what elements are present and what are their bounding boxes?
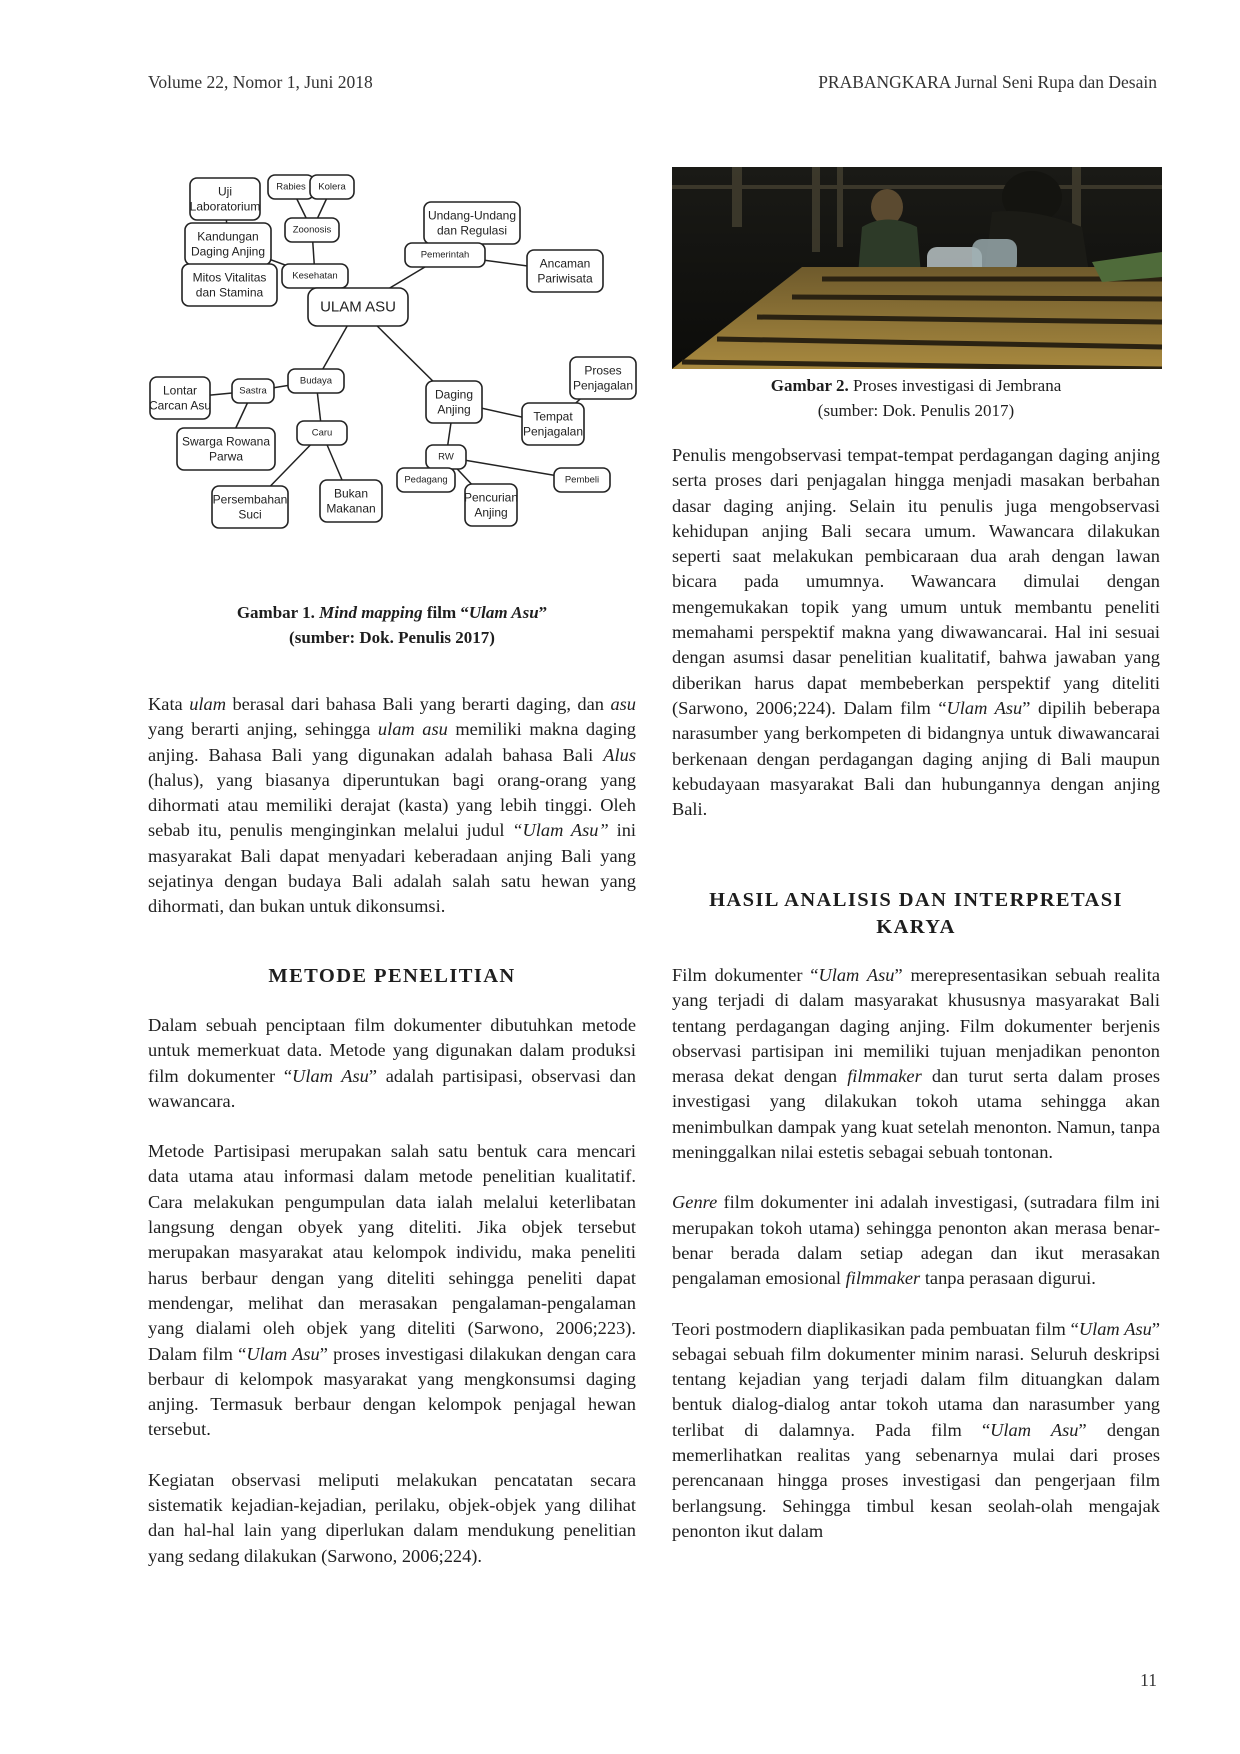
italic-run: ulam asu [377, 719, 448, 740]
mind-map-node-lontar [149, 377, 211, 419]
text-run: ” proses investigasi dilakukan dengan cara berbaur di kelompok masyarakat yang mengkonsumsi daging anjing. Termasuk berbaur dengan kelompok penjagal hewan tersebut. [148, 1343, 636, 1440]
mind-map-label: dan Regulasi [436, 223, 508, 238]
paragraph-postmodern [672, 1317, 1160, 1545]
mind-map-label: Rabies [276, 181, 306, 193]
mind-map-label: Swarga Rowana [181, 434, 271, 449]
text-run: Kegiatan observasi meliputi melakukan pencatatan secara sistematik kejadian-kejadian, perilaku, objek-objek yang dilihat dan hal-hal lain yang diperlukan dalam mendukung penelitian yang sedang dilakukan (Sarwono, 2006;224). [148, 1469, 636, 1566]
section-heading-metode: METODE PENELITIAN [268, 965, 516, 987]
text-run: ” dengan memerlihatkan realitas yang sebenarnya mulai dari proses perencanaan hingga proses investigasi dan pengerjaan film berlangsung. Sehingga timbul kesan seolah-olah mengajak penonton ikut dalam [672, 1419, 1160, 1541]
mind-map-node-kandungan [185, 223, 271, 265]
running-header-journal: PRABANGKARA Jurnal Seni Rupa dan Desain [818, 72, 1157, 92]
mind-map-node-ancaman [527, 250, 603, 292]
paragraph-ulam-meaning [148, 692, 636, 920]
italic-run: Ulam Asu [990, 1419, 1079, 1440]
text-run: memiliki makna daging anjing. Bahasa Bali yang digunakan adalah bahasa Bali [148, 719, 636, 765]
text-run: ini masyarakat Bali dapat menyadari keberadaan anjing Bali yang sejatinya dengan budaya Bali adalah salah satu hewan yang dihormati, dan bukan untuk dikonsumsi. [148, 820, 636, 917]
mind-map-node-pencurian [464, 484, 518, 526]
italic-run: “Ulam Asu” [512, 820, 609, 841]
italic-run: Ulam Asu [1078, 1318, 1152, 1339]
text-run: ” merepresentasikan sebuah realita yang terjadi di dalam masyarakat khususnya masyarakat Bali tentang perdagangan daging anjing. Film dokumenter berjenis observasi partisipan ini memiliki tujuan menjadikan penonton merasa dekat dengan [672, 965, 1161, 1087]
mind-map-label: Bukan [333, 486, 369, 501]
mind-map-label: Kesehatan [292, 270, 338, 282]
mind-map-label: Suci [238, 507, 262, 522]
mind-map-label: Sastra [239, 385, 267, 397]
italic-run: filmmaker [847, 1066, 922, 1087]
mind-map-label: Pembeli [564, 474, 600, 486]
paragraph-film-dokumenter [672, 963, 1160, 1165]
mind-map-label: Anjing [437, 402, 471, 417]
mind-map-label: Caru [311, 427, 333, 439]
text-run: Kata [148, 694, 190, 714]
mind-map-node-budaya [288, 369, 344, 393]
figure-2-label: Gambar 2. [770, 376, 849, 395]
text-run: yang berarti anjing, sehingga [148, 719, 378, 740]
text-run: ” adalah partisipasi, observasi dan wawancara. [148, 1065, 637, 1111]
mind-map-node-pedagang [397, 468, 455, 492]
text-run: film dokumenter ini adalah investigasi, (sutradara film ini merupakan tokoh utama) sehingga penonton akan merasa benar-benar berada dalam setiap adegan dan ikut merasakan pengalaman emosional [672, 1192, 1160, 1289]
mind-map-node-mitos [182, 264, 277, 306]
mind-map-label: Pedagang [404, 474, 448, 486]
italic-run: Alus [603, 744, 636, 765]
figure-1-mid: film “ [422, 603, 469, 622]
page-number: 11 [1140, 1670, 1157, 1690]
right-column-upper [672, 443, 1160, 822]
figure-1-film-title: Ulam Asu [468, 603, 539, 622]
mind-map-label: Pemerintah [420, 249, 470, 261]
mind-map-node-pemerintah [405, 243, 485, 267]
mind-map-label: Uji [218, 184, 232, 199]
mind-map-node-swarga [177, 428, 275, 470]
mind-map-label: Kandungan [197, 229, 259, 244]
italic-run: filmmaker [845, 1268, 921, 1289]
paragraph-metode-intro [148, 1013, 636, 1114]
mind-map-label: Laboratorium [189, 199, 261, 214]
mind-map-node-undang [424, 202, 520, 244]
figure-2-title [672, 373, 1160, 398]
mind-map-node-proses-penjagalan [570, 357, 636, 399]
figure-1-caption [148, 600, 636, 650]
mind-map-label: Pencurian [463, 490, 519, 505]
mind-map-label: Anjing [474, 505, 508, 520]
mind-map-label: Lontar [162, 383, 198, 398]
italic-run: asu [610, 694, 636, 714]
section-heading-hasil: HASIL ANALISIS DAN INTERPRETASI KARYA [709, 889, 1123, 938]
text-run: ” sebagai sebuah film dokumenter minim narasi. Seluruh deskripsi tentang kejadian yang terjadi dalam film dituangkan dalam bentuk dialog-dialog antar tokoh utama dan narasumber yang terlibat di dalamnya. Pada film “ [672, 1318, 1161, 1440]
mind-map-figure [148, 162, 638, 588]
mind-map-node-kesehatan [282, 264, 348, 288]
mind-map-label: Daging Anjing [190, 244, 266, 259]
text-run: tanpa perasaan digurui. [920, 1268, 1096, 1289]
mind-map-label: Penjagalan [572, 378, 634, 393]
mind-map-label: Persembahan [212, 492, 288, 507]
mind-map-node-tempat-penjagalan [522, 403, 584, 445]
mind-map-label: Ancaman [539, 256, 591, 271]
mind-map-node-bukan-makanan [320, 480, 382, 522]
mind-map-node-caru [297, 421, 347, 445]
mind-map-label: Tempat [533, 409, 573, 424]
italic-run: Ulam Asu [292, 1065, 369, 1086]
mind-map-label: Penjagalan [522, 424, 584, 439]
italic-run: ulam [189, 694, 226, 714]
figure-1-italic: Mind mapping [319, 603, 423, 622]
paragraph-observasi [148, 1468, 636, 1569]
mind-map-label: Parwa [208, 449, 244, 464]
mind-map-label: Kolera [318, 181, 346, 193]
mind-map-node-daging-anjing [426, 381, 482, 423]
mind-map-label: Budaya [299, 375, 333, 387]
mind-map-node-center [308, 288, 408, 326]
mind-map-node-rabies [268, 175, 314, 199]
mind-map-node-pembeli [554, 468, 610, 492]
paragraph-partisipasi [148, 1139, 636, 1443]
mind-map-label: RW [438, 451, 454, 463]
figure-1-end: ” [538, 603, 548, 622]
text-run: Dalam sebuah penciptaan film dokumenter dibutuhkan metode untuk memerkuat data. Metode yang digunakan dalam produksi film dokumenter “ [148, 1015, 636, 1086]
left-column-upper [148, 692, 636, 920]
mind-map-label: Mitos Vitalitas [192, 270, 267, 285]
mind-map-node-kolera [310, 175, 354, 199]
italic-run: Ulam Asu [818, 965, 895, 985]
italic-run: Ulam Asu [946, 697, 1023, 718]
mind-map-node-zoonosis [285, 218, 339, 242]
right-column-lower [672, 963, 1160, 1544]
text-run: Film dokumenter “ [672, 965, 819, 985]
mind-map-label: dan Stamina [195, 285, 264, 300]
paragraph-genre [672, 1190, 1160, 1291]
mind-map-node-rw [426, 445, 466, 469]
mind-map-label: Undang-Undang [427, 208, 517, 223]
figure-2-text: Proses investigasi di Jembrana [848, 376, 1062, 395]
text-run: berasal dari bahasa Bali yang berarti daging, dan [225, 694, 611, 714]
mind-map-node-persembahan [212, 486, 288, 528]
figure-2-caption [672, 373, 1160, 423]
figure-2-source: (sumber: Dok. Penulis 2017) [817, 401, 1015, 420]
text-run: Penulis mengobservasi tempat-tempat perdagangan daging anjing serta proses dari penjagalan hingga menjadi masakan berbahan dasar daging anjing. Selain itu penulis juga mengobservasi kehidupan anjing Bali secara umum. Wawancara dilakukan seperti saat melakukan pembicaraan dua arah dengan lawan bicara pada umumnya. Wawancara dimulai dengan mengemukakan topik yang umum untuk membantu peneliti memahami perspektif makna yang diwawancarai. Hal ini sesuai dengan asumsi dasar penelitian kualitatif, bahwa jawaban yang diberikan harus dapat membeberkan perspektif yang diteliti (Sarwono, 2006;224). Dalam film “ [672, 445, 1160, 718]
text-run: dan turut serta dalam proses investigasi yang dilakukan tokoh utama sehingga akan menimbulkan dampak yang kuat setelah menonton. Namun, tanpa meninggalkan nilai estetis sebagai sebuah tontonan. [672, 1066, 1160, 1163]
paragraph-wawancara [672, 443, 1160, 822]
text-run: ” dipilih beberapa narasumber yang berkompeten di bidangnya untuk diwawancarai berkenaan dengan perdagangan daging anjing di Bali maupun kebudayaan masyarakat Bali dan hubungannya dengan anjing Bali. [672, 697, 1160, 820]
text-run: (halus), yang biasanya diperuntukan bagi orang-orang yang dihormati atau memiliki derajat (kasta) yang lebih tinggi. Oleh sebab itu, penulis menginginkan melalui judul [148, 769, 636, 841]
mind-map-label: Proses [584, 363, 622, 378]
mind-map-label: Pariwisata [537, 271, 593, 286]
mind-map-nodes [149, 175, 636, 528]
mind-map-label: Carcan Asu [148, 398, 212, 413]
mind-map-label: Daging [434, 387, 474, 402]
italic-run: Genre [672, 1192, 718, 1213]
running-header-volume: Volume 22, Nomor 1, Juni 2018 [148, 72, 373, 92]
figure-1-label: Gambar 1. [236, 603, 315, 622]
figure-1-title [148, 600, 636, 625]
mind-map-label: Zoonosis [292, 224, 332, 236]
italic-run: Ulam Asu [246, 1343, 320, 1364]
figure-1-source: (sumber: Dok. Penulis 2017) [289, 628, 495, 647]
mind-map-node-sastra [232, 379, 274, 403]
left-column-lower [148, 1013, 636, 1569]
mind-map-node-uji-lab [190, 178, 261, 220]
text-run: Teori postmodern diaplikasikan pada pembuatan film “ [672, 1318, 1079, 1339]
mind-map-label: Makanan [326, 501, 376, 516]
mind-map-label: ULAM ASU [320, 298, 396, 316]
investigation-photo [672, 167, 1162, 369]
text-run: Metode Partisipasi merupakan salah satu bentuk cara mencari data utama atau informasi dalam metode penelitian kualitatif. Cara melakukan pengumpulan data ialah melalui keterlibatan langsung dengan obyek yang diteliti. Jika objek tersebut merupakan masyarakat atau kelompok individu, maka peneliti harus berbaur dengan yang diteliti sehingga peneliti dapat mendengar, melihat dan merasakan pengalaman-pengalaman yang dialami oleh objek yang diteliti (Sarwono, 2006;223). Dalam film “ [148, 1141, 636, 1364]
